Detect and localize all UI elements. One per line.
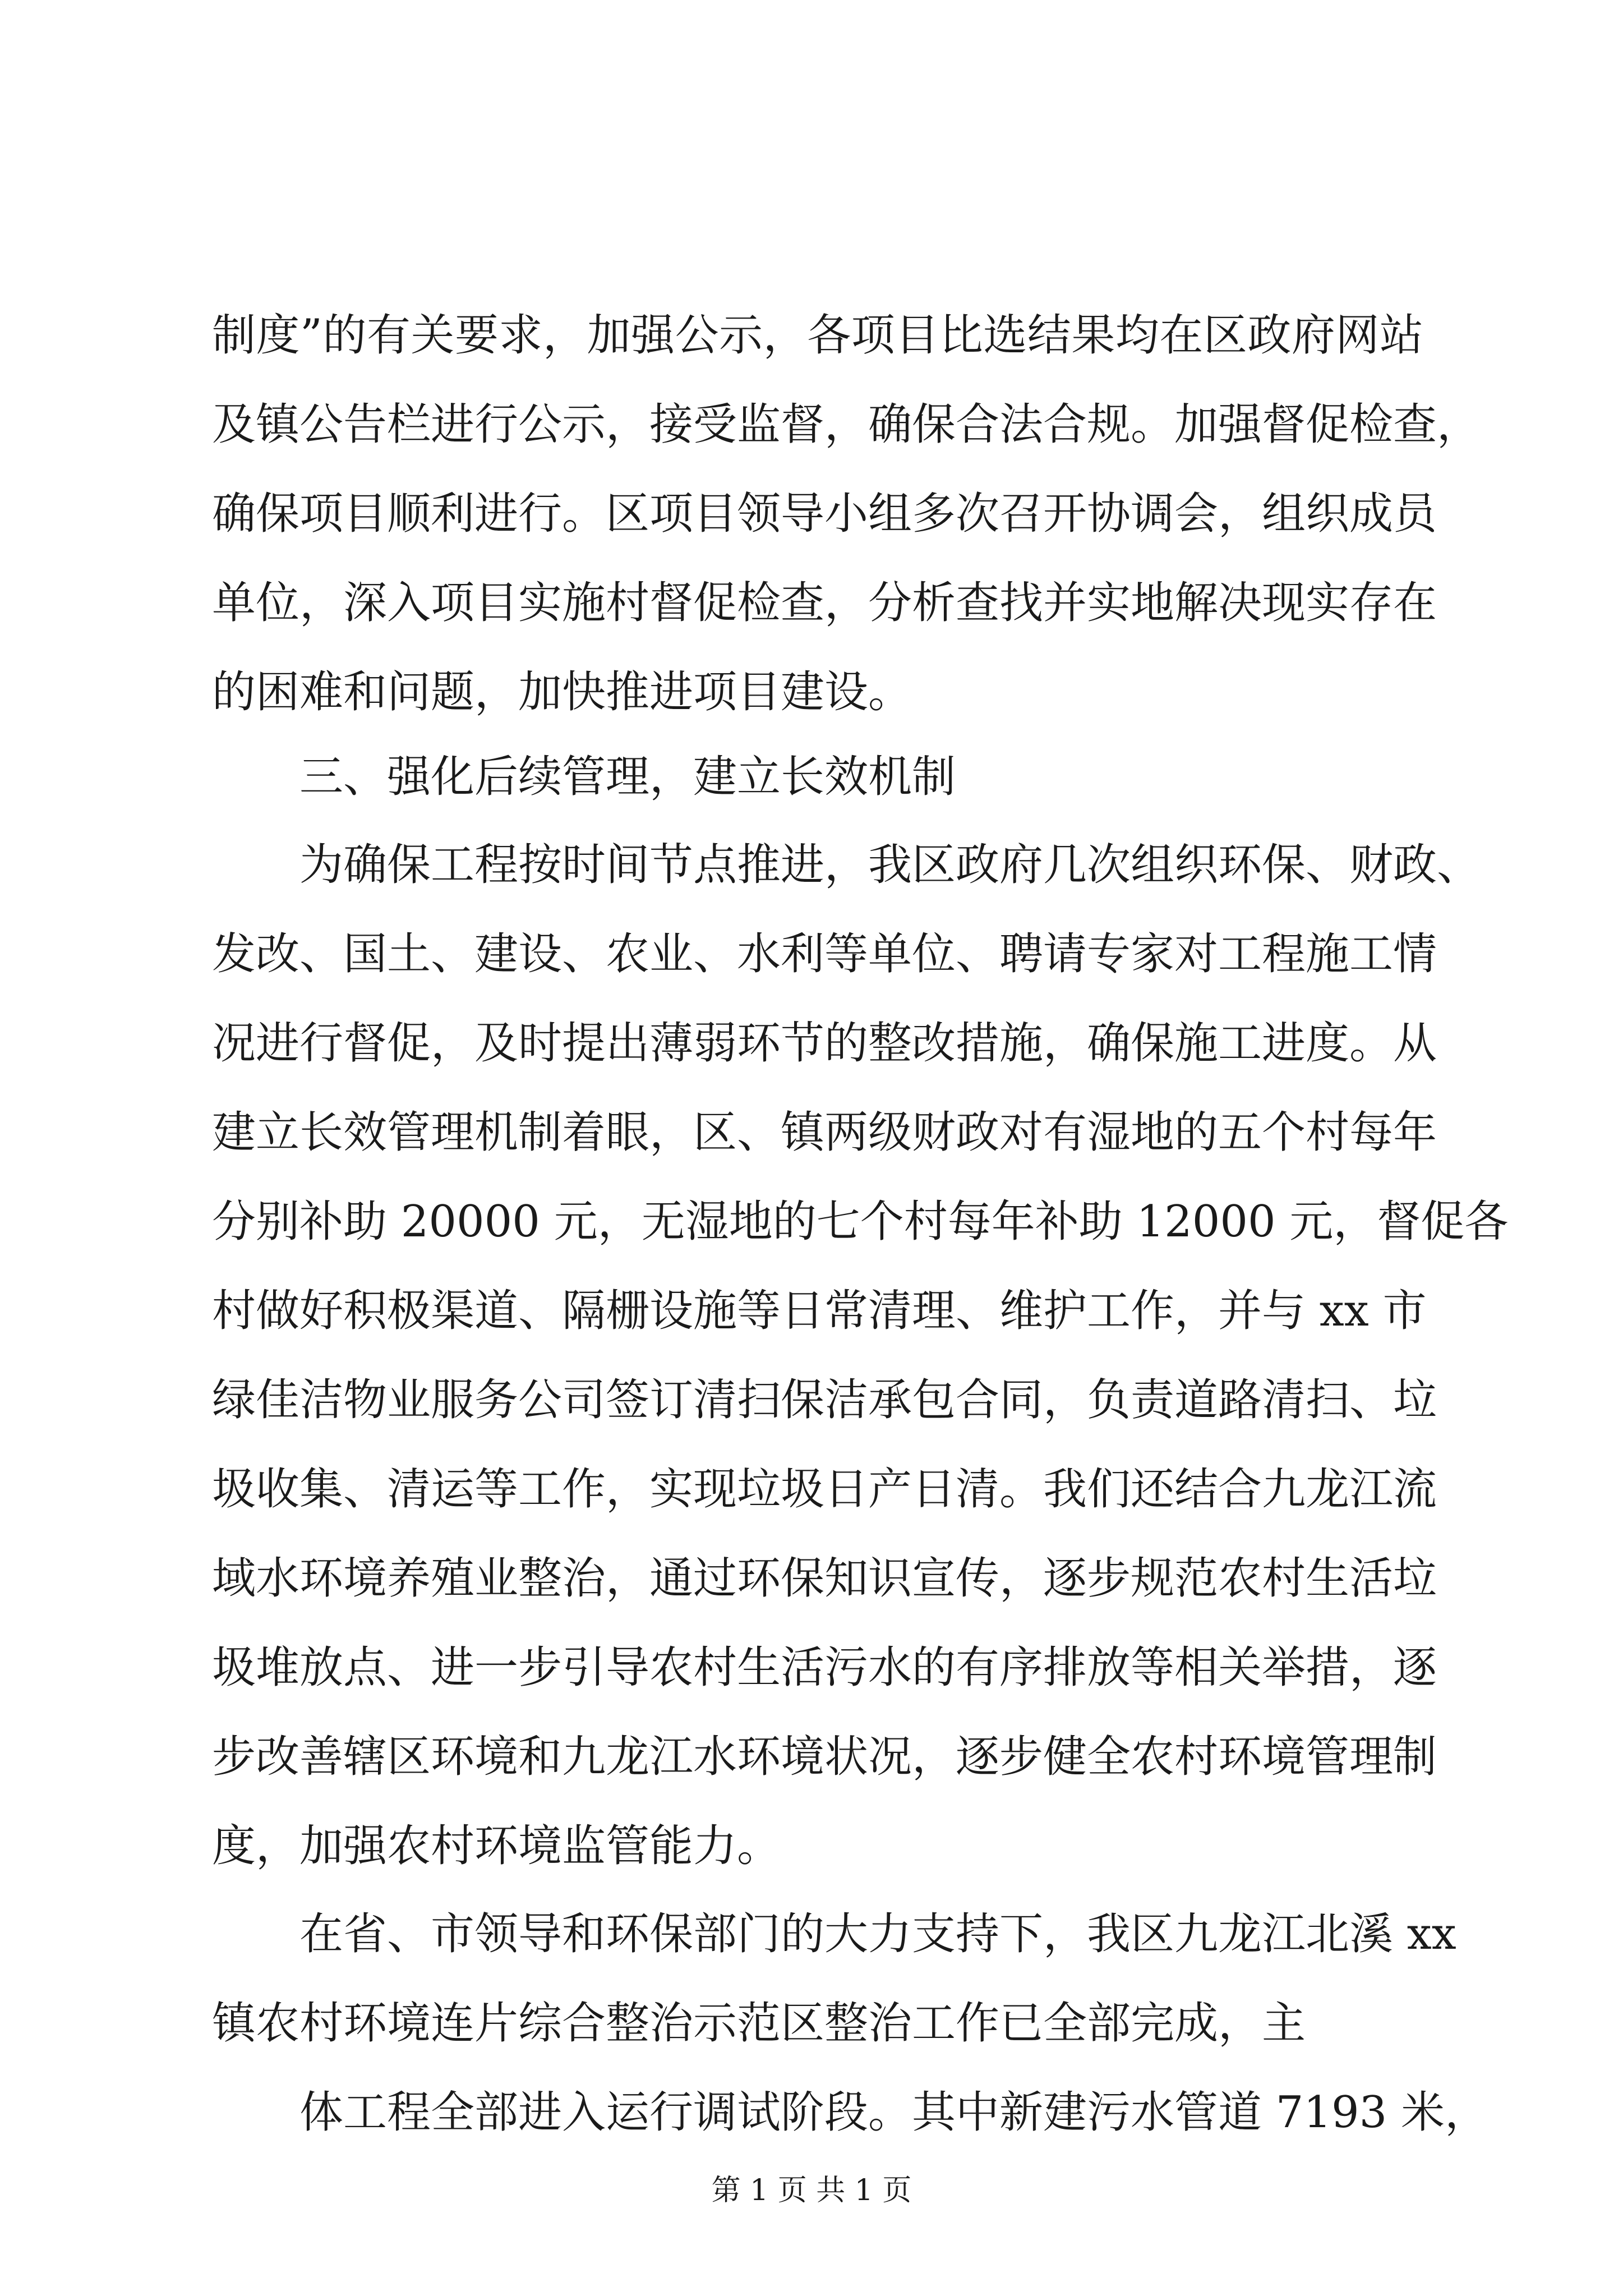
text-line-1: 制度”的有关要求，加强公示，各项目比选结果均在区政府网站 <box>212 310 1423 361</box>
section-heading: 三、强化后续管理，建立长效机制 <box>299 752 956 802</box>
text-line-7: 为确保工程按时间节点推进，我区政府几次组织环保、财政、 <box>299 840 1481 890</box>
text-line-20: 镇农村环境连片综合整治示范区整治工作已全部完成，主 <box>212 1998 1306 2049</box>
text-line-8: 发改、国土、建设、农业、水利等单位、聘请专家对工程施工情 <box>212 929 1437 979</box>
page-footer: 第 1 页 共 1 页 <box>711 2174 912 2207</box>
text-line-5: 的困难和问题，加快推进项目建设。 <box>212 667 912 717</box>
text-line-9: 况进行督促，及时提出薄弱环节的整改措施，确保施工进度。从 <box>212 1018 1437 1069</box>
text-line-19: 在省、市领导和环保部门的大力支持下，我区九龙江北溪 xx <box>299 1909 1456 1959</box>
text-line-13: 绿佳洁物业服务公司签订清扫保洁承包合同，负责道路清扫、垃 <box>212 1375 1437 1425</box>
text-line-21: 体工程全部进入运行调试阶段。其中新建污水管道 7193 米， <box>299 2087 1489 2138</box>
text-line-2: 及镇公告栏进行公示，接受监督，确保合法合规。加强督促检查， <box>212 399 1481 450</box>
text-line-3: 确保项目顺利进行。区项目领导小组多次召开协调会，组织成员 <box>212 489 1437 539</box>
text-line-17: 步改善辖区环境和九龙江水环境状况，逐步健全农村环境管理制 <box>212 1732 1437 1782</box>
text-line-18: 度，加强农村环境监管能力。 <box>212 1821 781 1871</box>
text-line-14: 圾收集、清运等工作，实现垃圾日产日清。我们还结合九龙江流 <box>212 1464 1437 1515</box>
text-line-15: 域水环境养殖业整治，通过环保知识宣传，逐步规范农村生活垃 <box>212 1553 1437 1604</box>
text-line-16: 圾堆放点、进一步引导农村生活污水的有序排放等相关举措，逐 <box>212 1642 1437 1693</box>
text-line-4: 单位，深入项目实施村督促检查，分析查找并实地解决现实存在 <box>212 578 1437 628</box>
text-line-12: 村做好积极渠道、隔栅设施等日常清理、维护工作，并与 xx 市 <box>212 1286 1427 1336</box>
text-line-11: 分别补助 20000 元，无湿地的七个村每年补助 12000 元，督促各 <box>212 1197 1509 1247</box>
text-line-10: 建立长效管理机制着眼，区、镇两级财政对有湿地的五个村每年 <box>212 1107 1437 1158</box>
